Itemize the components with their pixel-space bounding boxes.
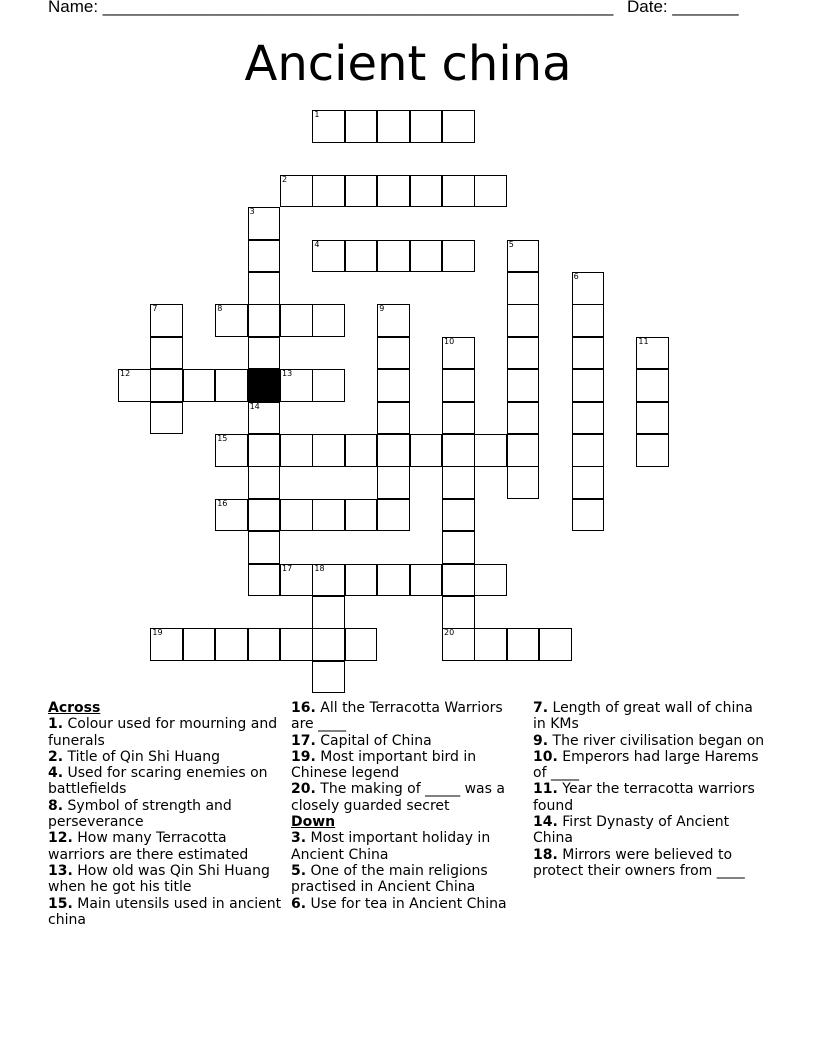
date-field-label: Date: _______: [627, 0, 739, 16]
clue-down-5: 5. One of the main religions practised in Ancient China: [291, 862, 488, 896]
clue-number: 9: [379, 304, 385, 314]
clue-down-3: 3. Most important holiday in Ancient China: [291, 830, 491, 863]
grid-cell[interactable]: [507, 369, 540, 402]
grid-cell[interactable]: [280, 499, 313, 532]
grid-cell[interactable]: [377, 240, 410, 273]
grid-cell[interactable]: [312, 110, 345, 143]
grid-cell[interactable]: [442, 564, 475, 597]
grid-cell[interactable]: [118, 369, 151, 402]
black-cell: [248, 369, 281, 402]
clues-column-3: [533, 700, 769, 879]
clue-number: 8: [217, 304, 223, 314]
grid-cell[interactable]: [377, 402, 410, 435]
clue-number: 2: [282, 174, 288, 184]
grid-cell[interactable]: [442, 402, 475, 435]
grid-cell[interactable]: [636, 434, 669, 467]
grid-cell[interactable]: [312, 564, 345, 597]
grid-cell[interactable]: [377, 369, 410, 402]
grid-cell[interactable]: [248, 564, 281, 597]
grid-cell[interactable]: [183, 369, 216, 402]
grid-cell[interactable]: [248, 272, 281, 305]
clue-down-18: 18. Mirrors were believed to protect their owners from ____: [533, 846, 745, 879]
grid-cell[interactable]: [507, 434, 540, 467]
grid-cell[interactable]: [280, 434, 313, 467]
grid-cell[interactable]: [312, 304, 345, 337]
grid-cell[interactable]: [312, 434, 345, 467]
clue-number: 15: [217, 434, 228, 443]
clue-number: 5: [508, 239, 514, 249]
grid-cell[interactable]: [150, 337, 183, 370]
grid-cell[interactable]: [410, 434, 443, 467]
puzzle-title: Ancient china: [244, 36, 572, 92]
grid-cell[interactable]: [442, 596, 475, 629]
grid-cell[interactable]: [312, 240, 345, 273]
clue-number: 18: [314, 563, 325, 573]
grid-cell[interactable]: [572, 499, 605, 532]
clues-column-1: [48, 700, 284, 928]
grid-cell[interactable]: [442, 531, 475, 564]
grid-cell[interactable]: [248, 499, 281, 532]
clue-number: 14: [249, 401, 260, 411]
grid-cell[interactable]: [442, 110, 475, 143]
clue-down-14: 14. First Dynasty of Ancient China: [533, 814, 730, 847]
clue-across-8: 8. Symbol of strength and perseverance: [48, 797, 232, 831]
grid-cell[interactable]: [572, 434, 605, 467]
grid-cell[interactable]: [377, 434, 410, 467]
clue-across-16: 16. All the Terracotta Warriors are ____: [291, 700, 503, 733]
clue-down-11: 11. Year the terracotta warriors found: [533, 781, 755, 814]
grid-cell[interactable]: [507, 304, 540, 337]
grid-cell[interactable]: [280, 628, 313, 661]
grid-cell[interactable]: [442, 434, 475, 467]
grid-cell[interactable]: [280, 369, 313, 402]
grid-cell[interactable]: [215, 434, 248, 467]
grid-cell[interactable]: [312, 596, 345, 629]
clue-down-9: 9. The river civilisation began on: [533, 732, 765, 749]
grid-cell[interactable]: [636, 369, 669, 402]
clue-across-2: 2. Title of Qin Shi Huang: [48, 748, 220, 765]
grid-cell[interactable]: [248, 434, 281, 467]
clue-across-19: 19. Most important bird in Chinese legend: [291, 748, 477, 782]
clue-number: 16: [217, 498, 228, 508]
grid-cell[interactable]: [345, 628, 378, 661]
grid-cell[interactable]: [248, 402, 281, 435]
grid-cell[interactable]: [377, 499, 410, 532]
grid-cell[interactable]: [312, 369, 345, 402]
grid-cell[interactable]: [377, 564, 410, 597]
clue-across-12: 12. How many Terracotta warriors are there estimated: [48, 830, 249, 863]
grid-cell[interactable]: [215, 369, 248, 402]
clue-across-17: 17. Capital of China: [291, 732, 432, 749]
grid-cell[interactable]: [636, 402, 669, 435]
grid-cell[interactable]: [377, 337, 410, 370]
grid-cell[interactable]: [474, 628, 507, 661]
grid-cell[interactable]: [507, 240, 540, 273]
grid-cell[interactable]: [345, 499, 378, 532]
grid-cell[interactable]: [345, 240, 378, 273]
grid-cell[interactable]: [474, 175, 507, 208]
grid-cell[interactable]: [150, 369, 183, 402]
grid-cell[interactable]: [507, 272, 540, 305]
grid-cell[interactable]: [507, 402, 540, 435]
clue-across-1: 1. Colour used for mourning and funerals: [48, 716, 278, 749]
grid-cell[interactable]: [539, 628, 572, 661]
grid-cell[interactable]: [345, 110, 378, 143]
grid-cell[interactable]: [215, 628, 248, 661]
grid-cell[interactable]: [377, 110, 410, 143]
grid-cell[interactable]: [442, 240, 475, 273]
grid-cell[interactable]: [377, 175, 410, 208]
grid-cell[interactable]: [312, 661, 345, 694]
clue-number: 20: [444, 628, 455, 638]
grid-cell[interactable]: [312, 628, 345, 661]
grid-cell[interactable]: [248, 466, 281, 499]
grid-cell[interactable]: [248, 304, 281, 337]
grid-cell[interactable]: [280, 564, 313, 597]
grid-cell[interactable]: [507, 337, 540, 370]
grid-cell[interactable]: [442, 499, 475, 532]
clue-number: 13: [282, 369, 293, 379]
clue-across-4: 4. Used for scaring enemies on battlefields: [48, 765, 268, 798]
clue-across-13: 13. How old was Qin Shi Huang when he got his title: [48, 862, 270, 896]
grid-cell[interactable]: [572, 304, 605, 337]
grid-cell[interactable]: [507, 628, 540, 661]
grid-cell[interactable]: [150, 402, 183, 435]
grid-cell[interactable]: [150, 304, 183, 337]
grid-cell[interactable]: [474, 564, 507, 597]
grid-cell[interactable]: [150, 628, 183, 661]
grid-cell[interactable]: [215, 304, 248, 337]
grid-cell[interactable]: [442, 628, 475, 661]
grid-cell[interactable]: [474, 434, 507, 467]
grid-cell[interactable]: [377, 304, 410, 337]
grid-cell[interactable]: [442, 337, 475, 370]
grid-cell[interactable]: [410, 564, 443, 597]
grid-cell[interactable]: [572, 466, 605, 499]
grid-cell[interactable]: [248, 628, 281, 661]
grid-cell[interactable]: [572, 402, 605, 435]
grid-cell[interactable]: [636, 337, 669, 370]
clue-number: 17: [282, 563, 293, 573]
grid-cell[interactable]: [345, 175, 378, 208]
grid-cell[interactable]: [572, 369, 605, 402]
grid-cell[interactable]: [410, 110, 443, 143]
clue-number: 7: [152, 304, 158, 314]
grid-cell[interactable]: [312, 175, 345, 208]
name-field-label: Name: ______________________________________________________: [48, 0, 614, 16]
clue-down-6: 6. Use for tea in Ancient China: [291, 895, 507, 912]
grid-cell[interactable]: [183, 628, 216, 661]
grid-cell[interactable]: [572, 337, 605, 370]
grid-cell[interactable]: [345, 434, 378, 467]
grid-cell[interactable]: [410, 175, 443, 208]
clue-across-15: 15. Main utensils used in ancient china: [48, 895, 282, 928]
clue-number: 12: [120, 369, 131, 379]
grid-cell[interactable]: [442, 369, 475, 402]
clue-number: 11: [638, 336, 649, 346]
clue-number: 6: [573, 272, 579, 281]
clue-down-7: 7. Length of great wall of china in KMs: [533, 700, 753, 733]
grid-cell[interactable]: [442, 466, 475, 499]
grid-cell[interactable]: [442, 175, 475, 208]
grid-cell[interactable]: [377, 466, 410, 499]
across-heading: Across: [48, 700, 101, 716]
grid-cell[interactable]: [248, 240, 281, 273]
clue-number: 1: [314, 110, 320, 119]
grid-cell[interactable]: [248, 531, 281, 564]
clue-number: 19: [152, 628, 163, 638]
grid-cell[interactable]: [248, 207, 281, 240]
grid-cell[interactable]: [345, 564, 378, 597]
clues-column-2: [291, 700, 527, 912]
grid-cell[interactable]: [215, 499, 248, 532]
grid-cell[interactable]: [280, 175, 313, 208]
grid-cell[interactable]: [312, 499, 345, 532]
grid-cell[interactable]: [410, 240, 443, 273]
clue-number: 4: [314, 239, 320, 249]
clue-across-20: 20. The making of _____ was a closely guarded secret: [291, 781, 505, 814]
grid-cell[interactable]: [248, 337, 281, 370]
grid-cell[interactable]: [572, 272, 605, 305]
clue-number: 10: [444, 336, 455, 346]
grid-cell[interactable]: [507, 466, 540, 499]
down-heading: Down: [291, 814, 336, 831]
clue-down-10: 10. Emperors had large Harems of ____: [533, 748, 759, 782]
clue-number: 3: [249, 207, 255, 217]
grid-cell[interactable]: [280, 304, 313, 337]
